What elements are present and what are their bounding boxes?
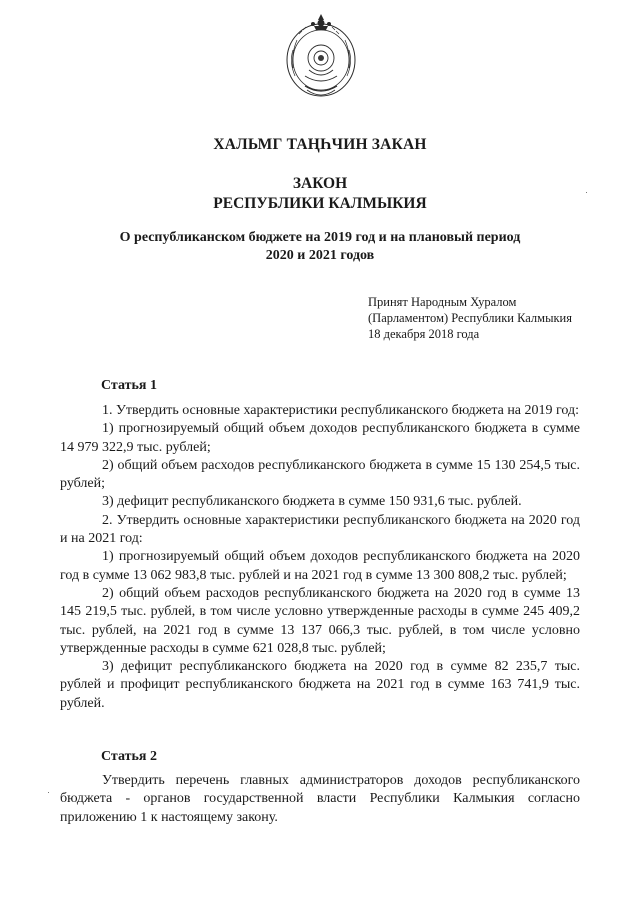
article-1-paragraph: 1. Утвердить основные характеристики республиканского бюджета на 2019 год: [102,403,580,418]
adoption-note-line-2: (Парламентом) Республики Калмыкия [368,311,572,325]
law-title [0,174,640,214]
article-1-paragraph: 2. Утвердить основные характеристики республиканского бюджета на 2020 год и на 2021 год: [60,512,580,547]
law-subject-line-1: О республиканском бюджете на 2019 год и на плановый период [119,230,521,245]
article-1-paragraph: 2) общий объем расходов республиканского бюджета на 2020 год в сумме 13 145 219,5 тыс. рублей, в том числе условно утвержденные расходы в сумме 245 409,2 тыс. рублей, на 2021 год в сумме 13 137 066,3 тыс. рублей, в том числе условно утвержденные расходы в сумме 621 028,8 тыс. рублей; [60,585,580,656]
article-1-paragraph: 1) прогнозируемый общий объем доходов республиканского бюджета на 2020 год в сумме 13 062 983,8 тыс. рублей и на 2021 год в сумме 13 300 808,2 тыс. рублей; [60,549,580,583]
adoption-note-line-3: 18 декабря 2018 года [368,327,480,341]
kalmykia-coat-of-arms-icon [283,10,359,110]
law-title-line-2: РЕСПУБЛИКИ КАЛМЫКИЯ [213,195,427,212]
scan-speck [586,192,587,193]
adoption-note-line-1: Принят Народным Хуралом [368,295,517,309]
article-2-paragraph: Утвердить перечень главных администраторов доходов республиканского бюджета - органов государственной власти Республики Калмыкия согласно приложению 1 к настоящему закону. [60,773,580,825]
article-1-paragraph: 3) дефицит республиканского бюджета в сумме 150 931,6 тыс. рублей. [102,494,522,510]
article-2-body [60,772,580,827]
article-1-body [60,402,580,713]
article-2-heading: Статья 2 [101,749,157,764]
scan-speck [48,792,49,793]
adoption-note [368,294,598,342]
article-1-heading: Статья 1 [101,378,157,393]
article-1-paragraph: 3) дефицит республиканского бюджета на 2020 год в сумме 82 235,7 тыс. рублей и профицит республиканского бюджета на 2021 год в сумме 163 741,9 тыс. рублей. [60,659,580,711]
article-1-paragraph: 1) прогнозируемый общий объем доходов республиканского бюджета в сумме 14 979 322,9 тыс. рублей; [60,421,580,455]
article-1-paragraph: 2) общий объем расходов республиканского бюджета в сумме 15 130 254,5 тыс. рублей; [60,457,580,492]
law-subject [0,229,640,265]
kalmyk-law-title: ХАЛЬМГ ТАҢҺЧИН ЗАКАН [213,136,427,153]
law-subject-line-2: 2020 и 2021 годов [265,248,375,263]
law-title-line-1: ЗАКОН [292,175,348,192]
